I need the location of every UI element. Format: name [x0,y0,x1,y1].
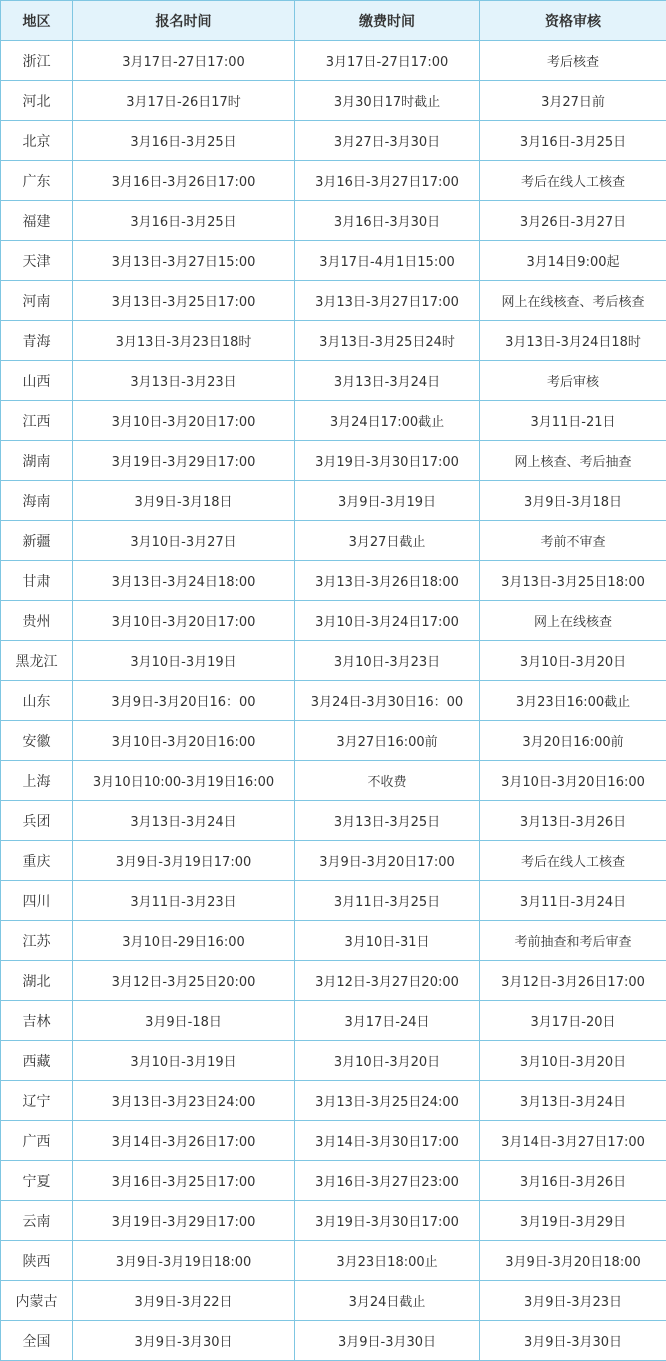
table-body [1,41,666,1361]
cell-region: 云南 [1,1201,73,1241]
cell-qualification-review: 3月19日-3月29日 [480,1201,666,1241]
cell-qualification-review: 3月12日-3月26日17:00 [480,961,666,1001]
cell-region: 江西 [1,401,73,441]
cell-qualification-review: 3月13日-3月25日18:00 [480,561,666,601]
cell-payment-time: 3月17日-24日 [295,1001,480,1041]
cell-registration-time: 3月13日-3月24日18:00 [73,561,295,601]
cell-qualification-review: 3月9日-3月23日 [480,1281,666,1321]
cell-registration-time: 3月9日-3月19日18:00 [73,1241,295,1281]
cell-region: 浙江 [1,41,73,81]
cell-registration-time: 3月16日-3月25日17:00 [73,1161,295,1201]
header-row [1,1,666,41]
table-row [1,321,666,361]
cell-qualification-review: 考后在线人工核查 [480,841,666,881]
cell-registration-time: 3月13日-3月27日15:00 [73,241,295,281]
cell-registration-time: 3月16日-3月25日 [73,201,295,241]
table-row [1,1001,666,1041]
table-row [1,1041,666,1081]
cell-region: 黑龙江 [1,641,73,681]
cell-region: 西藏 [1,1041,73,1081]
header-qualification-review: 资格审核 [480,1,666,41]
cell-region: 上海 [1,761,73,801]
header-region: 地区 [1,1,73,41]
cell-registration-time: 3月17日-27日17:00 [73,41,295,81]
table-row [1,201,666,241]
cell-payment-time: 3月24日截止 [295,1281,480,1321]
cell-region: 福建 [1,201,73,241]
table-row [1,1081,666,1121]
cell-registration-time: 3月10日-3月20日16:00 [73,721,295,761]
cell-payment-time: 3月24日-3月30日16：00 [295,681,480,721]
cell-registration-time: 3月17日-26日17时 [73,81,295,121]
cell-registration-time: 3月9日-3月22日 [73,1281,295,1321]
cell-payment-time: 3月13日-3月25日24时 [295,321,480,361]
cell-region: 海南 [1,481,73,521]
cell-qualification-review: 3月20日16:00前 [480,721,666,761]
cell-registration-time: 3月12日-3月25日20:00 [73,961,295,1001]
cell-qualification-review: 3月14日-3月27日17:00 [480,1121,666,1161]
cell-qualification-review: 3月10日-3月20日 [480,1041,666,1081]
cell-region: 重庆 [1,841,73,881]
cell-payment-time: 3月10日-3月20日 [295,1041,480,1081]
table-row [1,481,666,521]
cell-registration-time: 3月10日-3月19日 [73,641,295,681]
cell-payment-time: 3月16日-3月30日 [295,201,480,241]
table-row [1,561,666,601]
cell-qualification-review: 考前不审查 [480,521,666,561]
table-header [1,1,666,41]
cell-payment-time: 3月17日-4月1日15:00 [295,241,480,281]
cell-region: 内蒙古 [1,1281,73,1321]
cell-qualification-review: 网上在线核查、考后核查 [480,281,666,321]
cell-region: 广东 [1,161,73,201]
table-row [1,1201,666,1241]
table-row [1,121,666,161]
cell-registration-time: 3月10日10:00-3月19日16:00 [73,761,295,801]
cell-region: 安徽 [1,721,73,761]
cell-region: 湖北 [1,961,73,1001]
cell-payment-time: 3月13日-3月25日24:00 [295,1081,480,1121]
cell-region: 兵团 [1,801,73,841]
cell-payment-time: 3月14日-3月30日17:00 [295,1121,480,1161]
cell-registration-time: 3月13日-3月23日18时 [73,321,295,361]
cell-registration-time: 3月9日-3月20日16：00 [73,681,295,721]
cell-region: 全国 [1,1321,73,1361]
cell-region: 天津 [1,241,73,281]
cell-registration-time: 3月13日-3月23日 [73,361,295,401]
table-row [1,1281,666,1321]
cell-payment-time: 3月9日-3月20日17:00 [295,841,480,881]
table-row [1,841,666,881]
cell-payment-time: 3月12日-3月27日20:00 [295,961,480,1001]
cell-registration-time: 3月9日-3月30日 [73,1321,295,1361]
table-row [1,41,666,81]
table-row [1,161,666,201]
cell-region: 北京 [1,121,73,161]
cell-registration-time: 3月10日-29日16:00 [73,921,295,961]
cell-qualification-review: 3月23日16:00截止 [480,681,666,721]
cell-qualification-review: 3月9日-3月18日 [480,481,666,521]
cell-qualification-review: 网上在线核查 [480,601,666,641]
table-row [1,241,666,281]
cell-region: 贵州 [1,601,73,641]
cell-qualification-review: 3月14日9:00起 [480,241,666,281]
cell-registration-time: 3月13日-3月23日24:00 [73,1081,295,1121]
cell-payment-time: 3月13日-3月24日 [295,361,480,401]
cell-region: 广西 [1,1121,73,1161]
table-row [1,681,666,721]
cell-payment-time: 3月11日-3月25日 [295,881,480,921]
table-row [1,81,666,121]
cell-payment-time: 3月27日截止 [295,521,480,561]
cell-qualification-review: 3月17日-20日 [480,1001,666,1041]
cell-registration-time: 3月9日-3月19日17:00 [73,841,295,881]
cell-qualification-review: 3月16日-3月26日 [480,1161,666,1201]
cell-registration-time: 3月14日-3月26日17:00 [73,1121,295,1161]
table-row [1,401,666,441]
cell-registration-time: 3月19日-3月29日17:00 [73,441,295,481]
cell-payment-time: 3月13日-3月26日18:00 [295,561,480,601]
cell-payment-time: 3月9日-3月30日 [295,1321,480,1361]
table-row [1,761,666,801]
cell-payment-time: 3月19日-3月30日17:00 [295,441,480,481]
cell-payment-time: 3月10日-31日 [295,921,480,961]
cell-qualification-review: 3月13日-3月24日 [480,1081,666,1121]
cell-registration-time: 3月13日-3月24日 [73,801,295,841]
cell-payment-time: 3月27日-3月30日 [295,121,480,161]
cell-registration-time: 3月16日-3月25日 [73,121,295,161]
cell-region: 江苏 [1,921,73,961]
cell-registration-time: 3月10日-3月20日17:00 [73,601,295,641]
cell-region: 湖南 [1,441,73,481]
cell-qualification-review: 网上核查、考后抽查 [480,441,666,481]
cell-qualification-review: 3月26日-3月27日 [480,201,666,241]
table-row [1,961,666,1001]
cell-region: 陕西 [1,1241,73,1281]
cell-qualification-review: 3月9日-3月30日 [480,1321,666,1361]
cell-region: 辽宁 [1,1081,73,1121]
cell-region: 四川 [1,881,73,921]
table-row [1,1121,666,1161]
cell-region: 吉林 [1,1001,73,1041]
table-row [1,721,666,761]
cell-qualification-review: 3月13日-3月24日18时 [480,321,666,361]
cell-region: 河南 [1,281,73,321]
cell-registration-time: 3月16日-3月26日17:00 [73,161,295,201]
cell-registration-time: 3月13日-3月25日17:00 [73,281,295,321]
cell-payment-time: 3月23日18:00止 [295,1241,480,1281]
table-row [1,881,666,921]
cell-payment-time: 3月19日-3月30日17:00 [295,1201,480,1241]
table-row [1,601,666,641]
header-payment-time: 缴费时间 [295,1,480,41]
table-row [1,641,666,681]
cell-qualification-review: 3月9日-3月20日18:00 [480,1241,666,1281]
cell-qualification-review: 3月11日-3月24日 [480,881,666,921]
cell-region: 新疆 [1,521,73,561]
cell-registration-time: 3月11日-3月23日 [73,881,295,921]
table-row [1,1241,666,1281]
table-row [1,1321,666,1361]
table-row [1,441,666,481]
cell-payment-time: 3月10日-3月24日17:00 [295,601,480,641]
cell-payment-time: 3月16日-3月27日17:00 [295,161,480,201]
cell-region: 甘肃 [1,561,73,601]
cell-qualification-review: 3月10日-3月20日16:00 [480,761,666,801]
cell-payment-time: 3月10日-3月23日 [295,641,480,681]
table-row [1,1161,666,1201]
table-row [1,801,666,841]
table-row [1,921,666,961]
cell-qualification-review: 3月13日-3月26日 [480,801,666,841]
cell-payment-time: 3月24日17:00截止 [295,401,480,441]
cell-region: 青海 [1,321,73,361]
cell-qualification-review: 考后核查 [480,41,666,81]
cell-registration-time: 3月10日-3月19日 [73,1041,295,1081]
cell-payment-time: 3月27日16:00前 [295,721,480,761]
cell-region: 河北 [1,81,73,121]
cell-payment-time: 3月13日-3月25日 [295,801,480,841]
cell-qualification-review: 3月11日-21日 [480,401,666,441]
cell-qualification-review: 考前抽查和考后审查 [480,921,666,961]
cell-payment-time: 3月17日-27日17:00 [295,41,480,81]
cell-registration-time: 3月9日-18日 [73,1001,295,1041]
cell-region: 宁夏 [1,1161,73,1201]
cell-payment-time: 3月13日-3月27日17:00 [295,281,480,321]
table-row [1,521,666,561]
cell-payment-time: 3月30日17时截止 [295,81,480,121]
cell-registration-time: 3月19日-3月29日17:00 [73,1201,295,1241]
cell-registration-time: 3月9日-3月18日 [73,481,295,521]
cell-qualification-review: 3月16日-3月25日 [480,121,666,161]
cell-registration-time: 3月10日-3月27日 [73,521,295,561]
table-row [1,361,666,401]
header-registration-time: 报名时间 [73,1,295,41]
cell-qualification-review: 考后在线人工核查 [480,161,666,201]
cell-payment-time: 3月9日-3月19日 [295,481,480,521]
cell-qualification-review: 3月10日-3月20日 [480,641,666,681]
cell-region: 山西 [1,361,73,401]
cell-region: 山东 [1,681,73,721]
cell-qualification-review: 考后审核 [480,361,666,401]
cell-payment-time: 3月16日-3月27日23:00 [295,1161,480,1201]
cell-registration-time: 3月10日-3月20日17:00 [73,401,295,441]
table-row [1,281,666,321]
cell-qualification-review: 3月27日前 [480,81,666,121]
cell-payment-time: 不收费 [295,761,480,801]
